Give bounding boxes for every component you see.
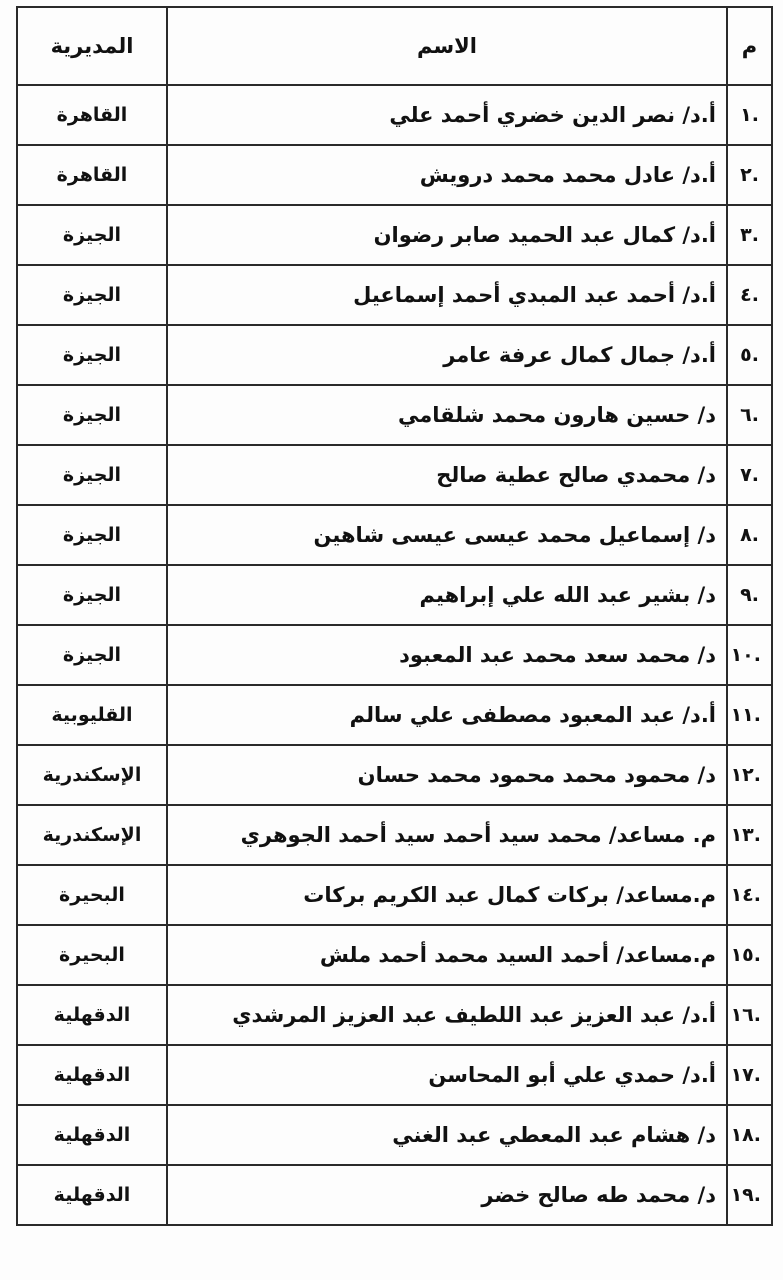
row-name: أ.د/ عبد العزيز عبد اللطيف عبد العزيز المرشدي bbox=[167, 985, 727, 1045]
row-directorate: الدقهلية bbox=[17, 1165, 167, 1225]
header-name: الاسم bbox=[167, 7, 727, 85]
table-row bbox=[17, 925, 772, 985]
row-number: .١٧ bbox=[727, 1045, 772, 1105]
row-directorate: الدقهلية bbox=[17, 1045, 167, 1105]
row-directorate: القليوبية bbox=[17, 685, 167, 745]
row-directorate: الجيزة bbox=[17, 385, 167, 445]
row-number: .٢ bbox=[727, 145, 772, 205]
table-row bbox=[17, 745, 772, 805]
row-name: د/ محمدي صالح عطية صالح bbox=[167, 445, 727, 505]
row-number: .١٦ bbox=[727, 985, 772, 1045]
row-number: .١ bbox=[727, 85, 772, 145]
roster-body bbox=[17, 85, 772, 1225]
table-row bbox=[17, 865, 772, 925]
row-name: أ.د/ عبد المعبود مصطفى علي سالم bbox=[167, 685, 727, 745]
row-name: د/ محمد طه صالح خضر bbox=[167, 1165, 727, 1225]
table-row bbox=[17, 325, 772, 385]
row-directorate: الدقهلية bbox=[17, 1105, 167, 1165]
row-number: .١٠ bbox=[727, 625, 772, 685]
row-name: د/ محمود محمد محمود محمد حسان bbox=[167, 745, 727, 805]
table-row bbox=[17, 625, 772, 685]
row-directorate: القاهرة bbox=[17, 145, 167, 205]
header-number: م bbox=[727, 7, 772, 85]
row-directorate: الجيزة bbox=[17, 625, 167, 685]
row-name: د/ هشام عبد المعطي عبد الغني bbox=[167, 1105, 727, 1165]
table-row bbox=[17, 445, 772, 505]
row-name: د/ محمد سعد محمد عبد المعبود bbox=[167, 625, 727, 685]
row-directorate: الجيزة bbox=[17, 205, 167, 265]
row-name: أ.د/ كمال عبد الحميد صابر رضوان bbox=[167, 205, 727, 265]
row-name: أ.د/ نصر الدين خضري أحمد علي bbox=[167, 85, 727, 145]
row-name: أ.د/ حمدي علي أبو المحاسن bbox=[167, 1045, 727, 1105]
row-name: م.مساعد/ أحمد السيد محمد أحمد ملش bbox=[167, 925, 727, 985]
row-number: .٣ bbox=[727, 205, 772, 265]
row-name: م.مساعد/ بركات كمال عبد الكريم بركات bbox=[167, 865, 727, 925]
table-row bbox=[17, 565, 772, 625]
row-directorate: الجيزة bbox=[17, 565, 167, 625]
table-row bbox=[17, 85, 772, 145]
table-row bbox=[17, 1045, 772, 1105]
row-name: د/ بشير عبد الله علي إبراهيم bbox=[167, 565, 727, 625]
table-row bbox=[17, 1105, 772, 1165]
row-directorate: الجيزة bbox=[17, 505, 167, 565]
row-directorate: الدقهلية bbox=[17, 985, 167, 1045]
row-name: أ.د/ أحمد عبد المبدي أحمد إسماعيل bbox=[167, 265, 727, 325]
row-number: .١٢ bbox=[727, 745, 772, 805]
row-directorate: الجيزة bbox=[17, 265, 167, 325]
row-number: .٩ bbox=[727, 565, 772, 625]
header-row bbox=[17, 7, 772, 85]
table-row bbox=[17, 145, 772, 205]
table-row bbox=[17, 985, 772, 1045]
header-directorate: المديرية bbox=[17, 7, 167, 85]
row-directorate: القاهرة bbox=[17, 85, 167, 145]
row-name: د/ حسين هارون محمد شلقامي bbox=[167, 385, 727, 445]
row-directorate: الإسكندرية bbox=[17, 805, 167, 865]
row-name: أ.د/ جمال كمال عرفة عامر bbox=[167, 325, 727, 385]
row-number: .٦ bbox=[727, 385, 772, 445]
row-directorate: الجيزة bbox=[17, 445, 167, 505]
row-number: .١٨ bbox=[727, 1105, 772, 1165]
row-directorate: البحيرة bbox=[17, 865, 167, 925]
row-directorate: الإسكندرية bbox=[17, 745, 167, 805]
row-number: .٥ bbox=[727, 325, 772, 385]
table-row bbox=[17, 205, 772, 265]
roster-table bbox=[16, 6, 773, 1226]
table-row bbox=[17, 1165, 772, 1225]
row-number: .٧ bbox=[727, 445, 772, 505]
table-row bbox=[17, 265, 772, 325]
row-number: .٤ bbox=[727, 265, 772, 325]
row-directorate: الجيزة bbox=[17, 325, 167, 385]
row-number: .١٥ bbox=[727, 925, 772, 985]
table-row bbox=[17, 385, 772, 445]
row-name: د/ إسماعيل محمد عيسى عيسى شاهين bbox=[167, 505, 727, 565]
row-directorate: البحيرة bbox=[17, 925, 167, 985]
row-number: .٨ bbox=[727, 505, 772, 565]
row-number: .١٤ bbox=[727, 865, 772, 925]
row-name: أ.د/ عادل محمد محمد درويش bbox=[167, 145, 727, 205]
table-row bbox=[17, 505, 772, 565]
row-number: .١١ bbox=[727, 685, 772, 745]
row-number: .١٣ bbox=[727, 805, 772, 865]
table-row bbox=[17, 685, 772, 745]
row-number: .١٩ bbox=[727, 1165, 772, 1225]
row-name: م. مساعد/ محمد سيد أحمد سيد أحمد الجوهري bbox=[167, 805, 727, 865]
table-row bbox=[17, 805, 772, 865]
